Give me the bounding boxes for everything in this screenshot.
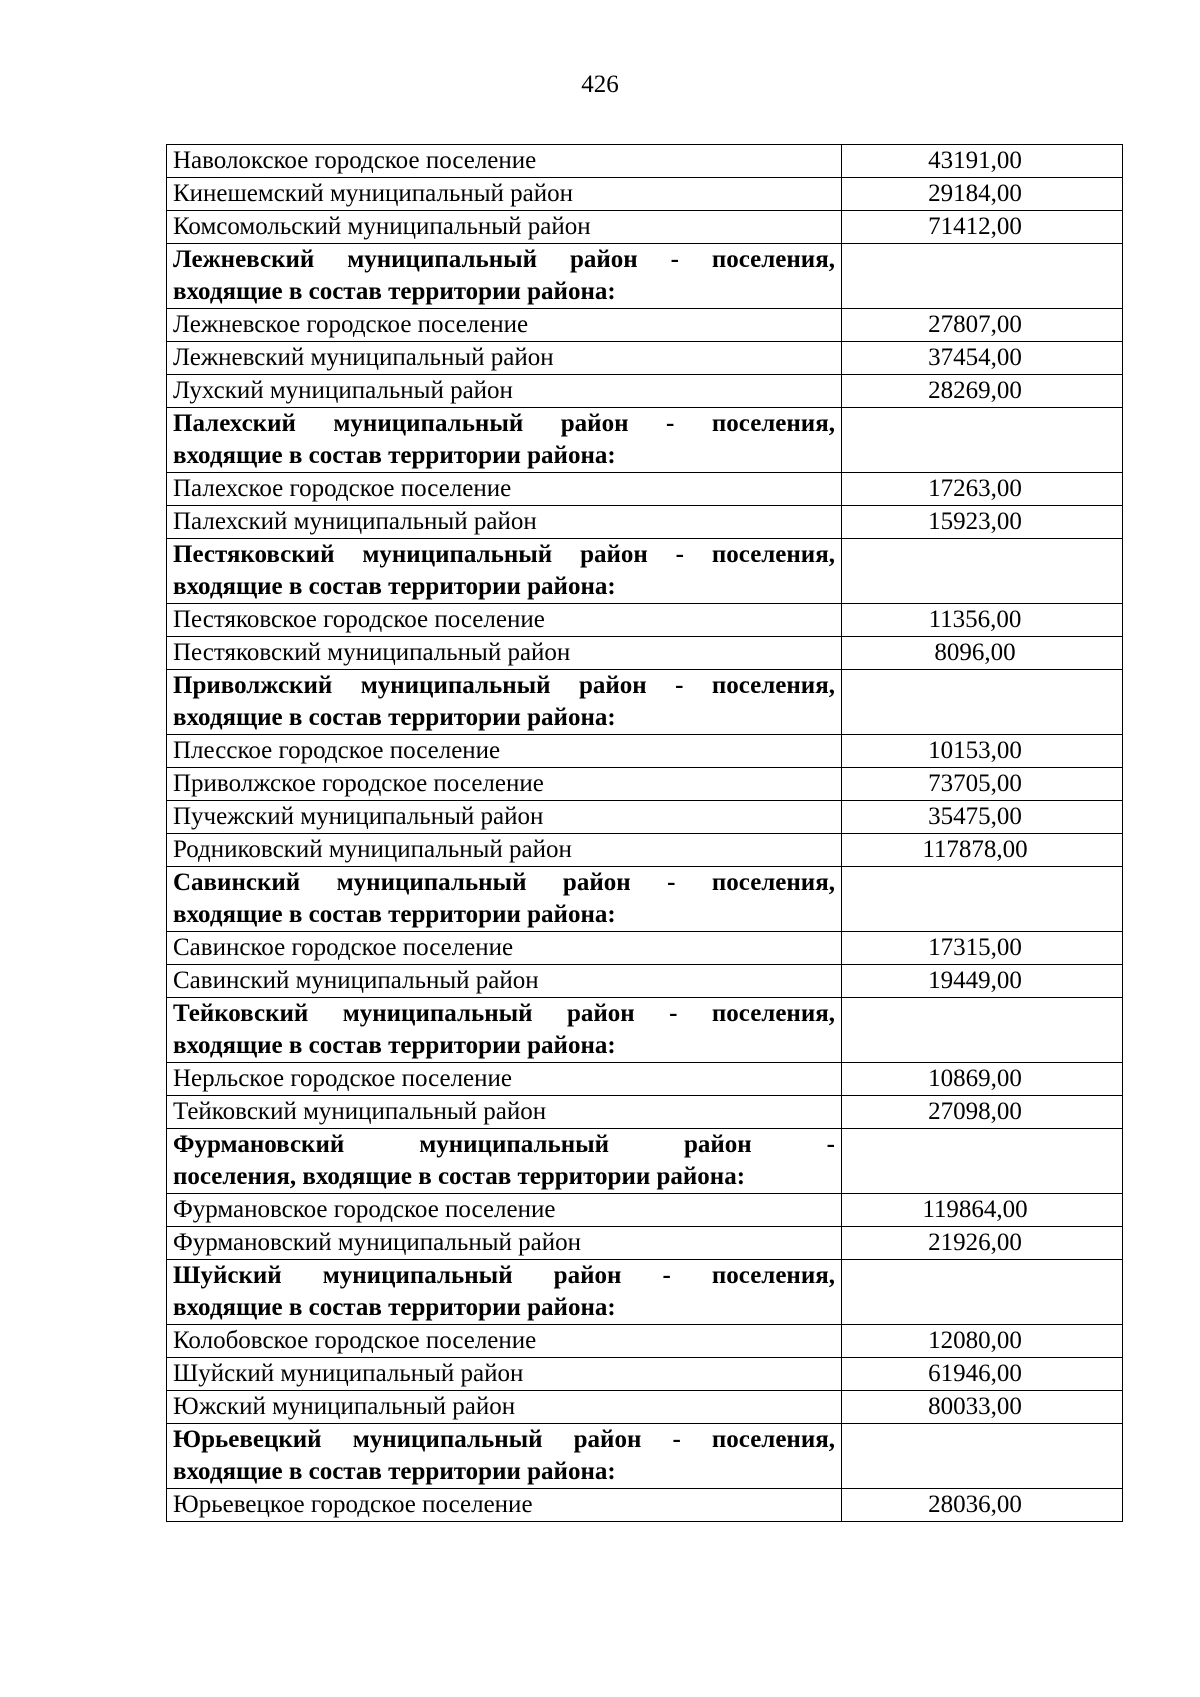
amount-cell: 17263,00 — [842, 473, 1123, 506]
name-cell: Пучежский муниципальный район — [167, 801, 842, 834]
amount-cell: 8096,00 — [842, 637, 1123, 670]
name-cell: Наволокское городское поселение — [167, 145, 842, 178]
group-heading-line-2: входящие в состав территории района: — [173, 1458, 616, 1485]
page-number: 426 — [581, 71, 619, 98]
table-row — [167, 342, 1123, 375]
amount-cell: 28269,00 — [842, 375, 1123, 408]
table-group-row — [167, 1260, 1123, 1325]
amount-cell: 71412,00 — [842, 211, 1123, 244]
table-row — [167, 834, 1123, 867]
amount-cell: 12080,00 — [842, 1325, 1123, 1358]
group-heading-cell — [167, 408, 842, 473]
group-heading-line-1: Лежневский муниципальный район - поселения, — [173, 246, 835, 273]
amount-cell: 19449,00 — [842, 965, 1123, 998]
name-cell: Родниковский муниципальный район — [167, 834, 842, 867]
name-cell: Фурмановское городское поселение — [167, 1194, 842, 1227]
group-heading-cell — [167, 1260, 842, 1325]
amount-cell: 17315,00 — [842, 932, 1123, 965]
group-heading-line-1: Фурмановский муниципальный район - — [173, 1131, 835, 1158]
group-heading-line-1: Юрьевецкий муниципальный район - поселения, — [173, 1426, 835, 1453]
table-row — [167, 1096, 1123, 1129]
table-row — [167, 211, 1123, 244]
amount-cell: 119864,00 — [842, 1194, 1123, 1227]
group-heading-line-1: Палехский муниципальный район - поселения, — [173, 410, 835, 437]
name-cell: Палехский муниципальный район — [167, 506, 842, 539]
group-heading-cell — [167, 867, 842, 932]
table-row — [167, 506, 1123, 539]
name-cell: Савинский муниципальный район — [167, 965, 842, 998]
name-cell: Палехское городское поселение — [167, 473, 842, 506]
name-cell: Нерльское городское поселение — [167, 1063, 842, 1096]
group-heading-line-2: входящие в состав территории района: — [173, 1032, 616, 1059]
name-cell: Тейковский муниципальный район — [167, 1096, 842, 1129]
table-row — [167, 1227, 1123, 1260]
table-group-row — [167, 244, 1123, 309]
allocation-table — [166, 144, 1123, 1522]
group-heading-cell — [167, 244, 842, 309]
name-cell: Лежневский муниципальный район — [167, 342, 842, 375]
amount-cell: 61946,00 — [842, 1358, 1123, 1391]
table-group-row — [167, 1424, 1123, 1489]
table-row — [167, 932, 1123, 965]
table-group-row — [167, 408, 1123, 473]
table-row — [167, 145, 1123, 178]
table-row — [167, 1489, 1123, 1522]
amount-cell: 29184,00 — [842, 178, 1123, 211]
table-row — [167, 637, 1123, 670]
amount-cell: 28036,00 — [842, 1489, 1123, 1522]
name-cell: Южский муниципальный район — [167, 1391, 842, 1424]
amount-cell: 27807,00 — [842, 309, 1123, 342]
table-row — [167, 1194, 1123, 1227]
name-cell: Савинское городское поселение — [167, 932, 842, 965]
group-heading-line-2: входящие в состав территории района: — [173, 901, 616, 928]
amount-cell: 43191,00 — [842, 145, 1123, 178]
group-heading-line-1: Тейковский муниципальный район - поселения, — [173, 1000, 835, 1027]
name-cell: Колобовское городское поселение — [167, 1325, 842, 1358]
name-cell: Лежневское городское поселение — [167, 309, 842, 342]
group-heading-line-1: Пестяковский муниципальный район - поселения, — [173, 541, 835, 568]
amount-cell: 10869,00 — [842, 1063, 1123, 1096]
table-row — [167, 768, 1123, 801]
table-group-row — [167, 1129, 1123, 1194]
group-heading-cell — [167, 1424, 842, 1489]
amount-cell — [842, 539, 1123, 604]
amount-cell: 27098,00 — [842, 1096, 1123, 1129]
group-heading-cell — [167, 539, 842, 604]
amount-cell: 21926,00 — [842, 1227, 1123, 1260]
group-heading-cell — [167, 998, 842, 1063]
name-cell: Пестяковский муниципальный район — [167, 637, 842, 670]
table-row — [167, 1391, 1123, 1424]
name-cell: Фурмановский муниципальный район — [167, 1227, 842, 1260]
table-row — [167, 309, 1123, 342]
amount-cell — [842, 670, 1123, 735]
name-cell: Плесское городское поселение — [167, 735, 842, 768]
table-row — [167, 801, 1123, 834]
name-cell: Шуйский муниципальный район — [167, 1358, 842, 1391]
table-row — [167, 1358, 1123, 1391]
name-cell: Пестяковское городское поселение — [167, 604, 842, 637]
amount-cell: 80033,00 — [842, 1391, 1123, 1424]
group-heading-line-2: входящие в состав территории района: — [173, 278, 616, 305]
group-heading-line-2: входящие в состав территории района: — [173, 1294, 616, 1321]
table-row — [167, 735, 1123, 768]
amount-cell — [842, 1129, 1123, 1194]
table-row — [167, 178, 1123, 211]
group-heading-cell — [167, 1129, 842, 1194]
name-cell: Комсомольский муниципальный район — [167, 211, 842, 244]
name-cell: Кинешемский муниципальный район — [167, 178, 842, 211]
amount-cell — [842, 1424, 1123, 1489]
table-group-row — [167, 670, 1123, 735]
table-row — [167, 1325, 1123, 1358]
amount-cell — [842, 244, 1123, 309]
amount-cell: 37454,00 — [842, 342, 1123, 375]
table-body — [167, 145, 1123, 1522]
table-group-row — [167, 867, 1123, 932]
group-heading-line-1: Савинский муниципальный район - поселения, — [173, 869, 835, 896]
amount-cell — [842, 1260, 1123, 1325]
name-cell: Юрьевецкое городское поселение — [167, 1489, 842, 1522]
amount-cell — [842, 867, 1123, 932]
group-heading-line-2: входящие в состав территории района: — [173, 704, 616, 731]
amount-cell: 117878,00 — [842, 834, 1123, 867]
name-cell: Приволжское городское поселение — [167, 768, 842, 801]
amount-cell: 10153,00 — [842, 735, 1123, 768]
table-group-row — [167, 998, 1123, 1063]
group-heading-line-1: Приволжский муниципальный район - поселения, — [173, 672, 835, 699]
table-row — [167, 473, 1123, 506]
amount-cell: 15923,00 — [842, 506, 1123, 539]
table-row — [167, 604, 1123, 637]
group-heading-line-2: входящие в состав территории района: — [173, 442, 616, 469]
amount-cell: 35475,00 — [842, 801, 1123, 834]
group-heading-line-1: Шуйский муниципальный район - поселения, — [173, 1262, 835, 1289]
amount-cell — [842, 998, 1123, 1063]
amount-cell — [842, 408, 1123, 473]
amount-cell: 73705,00 — [842, 768, 1123, 801]
table-row — [167, 375, 1123, 408]
table-row — [167, 1063, 1123, 1096]
table-group-row — [167, 539, 1123, 604]
name-cell: Лухский муниципальный район — [167, 375, 842, 408]
group-heading-line-2: входящие в состав территории района: — [173, 573, 616, 600]
group-heading-line-2: поселения, входящие в состав территории района: — [173, 1163, 746, 1190]
table-row — [167, 965, 1123, 998]
group-heading-cell — [167, 670, 842, 735]
amount-cell: 11356,00 — [842, 604, 1123, 637]
